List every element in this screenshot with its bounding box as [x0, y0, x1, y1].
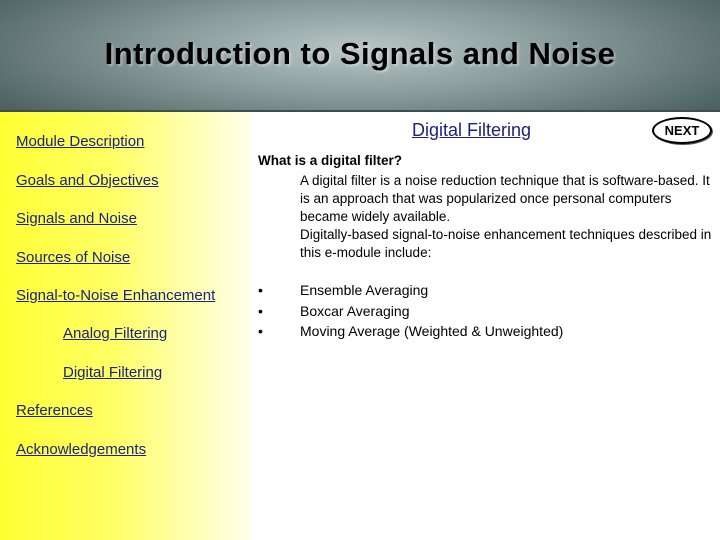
- list-item-text: Moving Average (Weighted & Unweighted): [300, 323, 564, 339]
- list-item: [252, 282, 720, 303]
- list-item: [252, 303, 720, 324]
- next-button[interactable]: NEXT: [652, 117, 712, 144]
- question-heading: What is a digital filter?: [258, 153, 403, 168]
- sidebar-item-signals-and-noise[interactable]: Signals and Noise: [16, 210, 137, 227]
- sidebar-item-signal-to-noise-enhancement[interactable]: Signal-to-Noise Enhancement: [16, 287, 216, 304]
- sidebar-item-analog-filtering[interactable]: Analog Filtering: [63, 325, 168, 342]
- list-item-text: Boxcar Averaging: [300, 302, 410, 319]
- bullet-icon: •: [258, 282, 263, 298]
- list-item: [252, 323, 720, 344]
- sidebar-item-digital-filtering[interactable]: Digital Filtering: [63, 364, 163, 381]
- technique-list: [252, 282, 720, 344]
- definition-paragraph: A digital filter is a noise reduction technique that is software-based. It is an approach that was popularized once personal computers became widely available.: [300, 173, 710, 224]
- bullet-icon: •: [258, 323, 263, 339]
- section-title[interactable]: Digital Filtering: [412, 120, 532, 140]
- main-content: [252, 112, 720, 540]
- sidebar-item-acknowledgements[interactable]: Acknowledgements: [16, 441, 147, 458]
- sidebar-nav: [0, 112, 252, 540]
- page-header: [0, 0, 720, 112]
- bullet-icon: •: [258, 302, 263, 319]
- sidebar-item-sources-of-noise[interactable]: Sources of Noise: [16, 249, 131, 266]
- sidebar-item-references[interactable]: References: [16, 402, 93, 419]
- sidebar-item-module-description[interactable]: Module Description: [16, 133, 145, 150]
- techniques-intro-paragraph: Digitally-based signal-to-noise enhancement techniques described in this e-module include:: [300, 227, 712, 260]
- sidebar-item-goals-and-objectives[interactable]: Goals and Objectives: [16, 172, 159, 189]
- list-item-text: Ensemble Averaging: [300, 282, 429, 298]
- page-title: Introduction to Signals and Noise: [104, 36, 616, 71]
